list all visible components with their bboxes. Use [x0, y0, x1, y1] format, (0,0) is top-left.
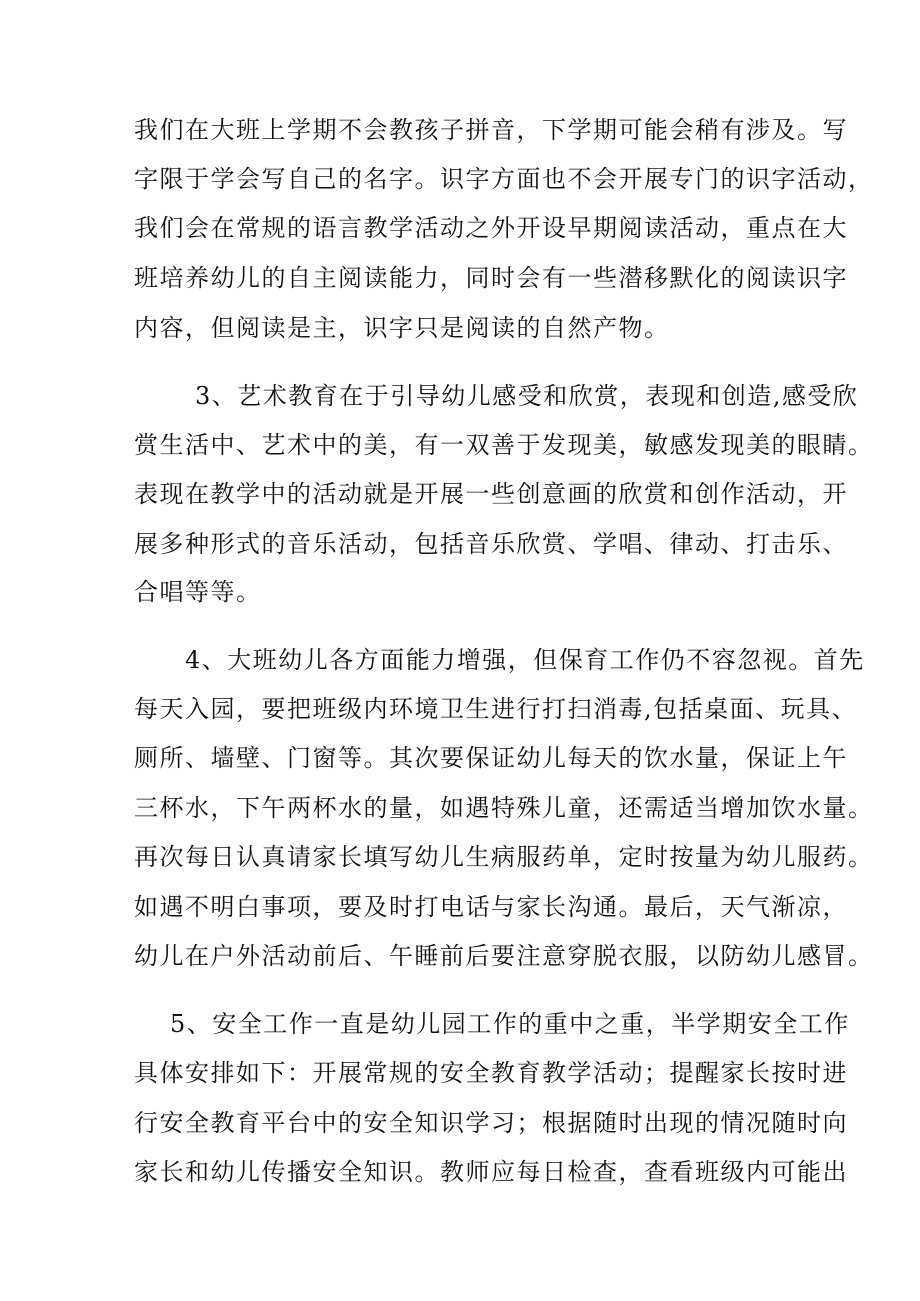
text-line: 家长和幼儿传播安全知识。教师应每日检查，查看班级内可能出 — [134, 1158, 848, 1186]
text-line: 表现在教学中的活动就是开展一些创意画的欣赏和创作活动，开 — [134, 480, 848, 508]
text-line: 如遇不明白事项，要及时打电话与家长沟通。最后，天气渐凉， — [134, 893, 848, 921]
text-line: 具体安排如下：开展常规的安全教育教学活动；提醒家长按时进 — [134, 1059, 848, 1087]
text-line: 厕所、墙壁、门窗等。其次要保证幼儿每天的饮水量，保证上午 — [134, 744, 848, 772]
text-line: 内容，但阅读是主，识字只是阅读的自然产物。 — [134, 314, 670, 342]
text-line: 班培养幼儿的自主阅读能力，同时会有一些潜移默化的阅读识字 — [134, 264, 848, 292]
text-line: 4、大班幼儿各方面能力增强，但保育工作仍不容忽视。首先 — [185, 646, 865, 674]
text-line: 三杯水，下午两杯水的量，如遇特殊儿童，还需适当增加饮水量。 — [134, 794, 874, 822]
text-line: 合唱等等。 — [134, 578, 262, 606]
text-line: 我们会在常规的语言教学活动之外开设早期阅读活动，重点在大 — [134, 214, 848, 242]
text-line: 3、艺术教育在于引导幼儿感受和欣赏，表现和创造,感受欣 — [195, 382, 859, 410]
text-line: 赏生活中、艺术中的美，有一双善于发现美，敏感发现美的眼睛。 — [134, 431, 874, 459]
text-line: 行安全教育平台中的安全知识学习；根据随时出现的情况随时向 — [134, 1109, 848, 1137]
text-line: 5、安全工作一直是幼儿园工作的重中之重，半学期安全工作 — [170, 1010, 850, 1038]
text-line: 幼儿在户外活动前后、午睡前后要注意穿脱衣服，以防幼儿感冒。 — [134, 942, 874, 970]
text-line: 展多种形式的音乐活动，包括音乐欣赏、学唱、律动、打击乐、 — [134, 530, 848, 558]
text-line: 再次每日认真请家长填写幼儿生病服药单，定时按量为幼儿服药。 — [134, 843, 874, 871]
text-line: 我们在大班上学期不会教孩子拼音，下学期可能会稍有涉及。写 — [134, 116, 848, 144]
text-line: 每天入园，要把班级内环境卫生进行打扫消毒,包括桌面、玩具、 — [134, 695, 858, 723]
text-line: 字限于学会写自己的名字。识字方面也不会开展专门的识字活动， — [134, 165, 874, 193]
